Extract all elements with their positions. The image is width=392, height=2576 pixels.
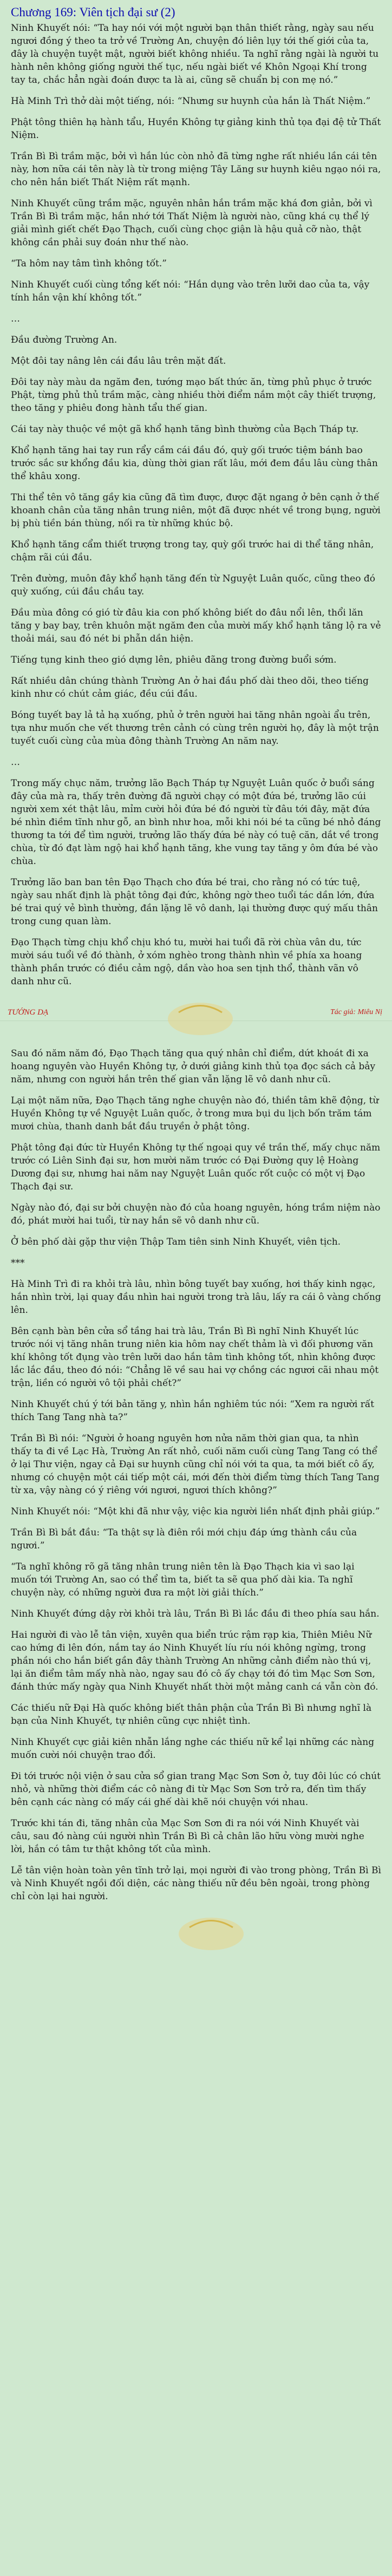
paragraph: Trước khi tán đi, tăng nhân của Mạc Sơn Sơn đi ra nói với Ninh Khuyết vài câu, sau đó nàng cúi người nhìn Trần Bì Bì cả chân lão hữu vòng mười nghe lời, hắn có tâm tư thật không tốt của mình. <box>11 1818 364 1855</box>
paragraph: Trần Bì Bì nói: “Người ở hoang nguyên hơn nửa năm thời gian qua, ta nhìn thấy ta đi về Lạc Hà, Trường An rất nhỏ, cuối năm cuối cùng Tang Tang có thể ở lại Thư viện, ngay cả Đại sư huynh cũng chỉ nói với ta qua, ta mới biết cô ấy, nhưng có chuyện một cái tiếp một cái, mới đến thời điểm từng thích Tang Tang từ xa, vậy nàng có ý riêng với ngươi, ngươi thích không?” <box>11 1433 380 1496</box>
paragraph: Ninh Khuyết cũng trầm mặc, nguyên nhân hắn trầm mặc khá đơn giản, bởi vì Trần Bì Bì trầm mặc, hắn nhớ tới Thất Niệm là người nào, cũng khá cụ thể lý giải mình giết chết Đạo Thạch, cuối cùng chọc giận là hậu quả cỡ nào, thật không cần phải suy đoán như thế nào. <box>11 198 373 248</box>
paragraph: Tiếng tụng kinh theo gió dựng lên, phiêu đãng trong đường buổi sớm. <box>11 655 337 665</box>
paragraph: Phật tông đại đức từ Huyền Không tự thế ngoại quy về trần thế, mấy chục năm trước có Liên Sinh đại sư, hơn mười năm trước có Đại Đường quy lệ Hoàng Dương đại sư, nhưng hai năm nay Nguyệt Luân quốc rốt cuộc có một vị Đạo Thạch đại sư. <box>11 1142 381 1192</box>
paragraph: Khổ hạnh tăng cẩm thiết trượng trong tay, quỳ gối trước hai di thể tăng nhân, chậm rãi cúi đầu. <box>11 539 374 563</box>
paragraph: Trần Bì Bì bắt đầu: “Ta thật sự là điên rồi mới chịu đáp ứng thành cầu của ngươi.” <box>11 1527 357 1551</box>
paragraph: Ninh Khuyết đứng dậy rời khỏi trà lâu, Trần Bì Bì lắc đầu đi theo phía sau hắn. <box>11 1609 380 1619</box>
paragraph: Ninh Khuyết nói: “Ta hay nói với một người bạn thân thiết rằng, ngày sau nếu ngươi đồng ý theo ta trở về Trường An, chuyện đó liên lụy tới thế giới của ta, đây là chuyện tuyệt mật, người biết không nhiều. Ta nghĩ rằng ngài là người tu hành nên không giống người thế tục, nếu ngài biết về Khôn Ngoại Khí trong tay ta, chắc hẳn ngài đoán được ta là ai, cũng sẽ chuẩn bị con mẹ nó.” <box>11 23 379 86</box>
paragraph: “Ta hôm nay tâm tình không tốt.” <box>11 258 167 269</box>
paragraph: Trên đường, muôn đây khổ hạnh tăng đến từ Nguyệt Luân quốc, cũng theo đó quỳ xuống, cúi đầu chầu tay. <box>11 573 375 597</box>
paragraph: Phật tông thiên hạ hành tẩu, Huyền Không tự giảng kinh thủ tọa đại đệ tử Thất Niệm. <box>11 117 381 141</box>
paragraph: “Ta nghĩ không rõ gã tăng nhân trung niên tên là Đạo Thạch kia vì sao lại muốn tới Trường An, sao có thể tìm ta, biết ta sẽ qua phố dài kia. Ta nghĩ chuyện này, có những người đưa ra một lời giải thích.” <box>11 1561 355 1598</box>
paragraph: Các thiếu nữ Đại Hà quốc không biết thân phận của Trần Bì Bì nhưng nghĩ là bạn của Ninh Khuyết, tự nhiên cũng cực nhiệt tình. <box>11 1703 372 1727</box>
separator: … <box>11 313 20 324</box>
paragraph: Đi tới trước nội viện ở sau cửa sổ gian trang Mạc Sơn Sơn ở, tuy đôi lúc có chút nhỏ, và những thời điểm các cô nàng đi từ Mạc Sơn Sơn trở ra, đến tìm thấy bên cạnh các nàng có mấy cái ghế dài khẽ nói chuyện với nhau. <box>11 1771 381 1808</box>
paragraph: Ninh Khuyết chú ý tới bản tăng y, nhìn hắn nghiêm túc nói: “Xem ra người rất thích Tang Tang nhà ta?” <box>11 1399 375 1423</box>
paragraph: Thi thể tên vô tăng gầy kia cũng đã tìm được, được đặt ngang ở bên cạnh ở thế khoanh chân của tăng nhân trung niên, một đã được nhét về trong bụng, người bị phù tiền bán thùng, nối ra từ những khúc bộ. <box>11 492 381 529</box>
section-5 <box>11 1278 381 1903</box>
paragraph: Lễ tân viện hoàn toàn yên tĩnh trở lại, mọi người đi vào trong phòng, Trần Bì Bì và Ninh Khuyết ngồi đối diện, các nàng thiếu nữ đều bên ngoài, trong phòng chỉ còn lại hai người. <box>11 1865 381 1902</box>
paragraph: Đầu mùa đông có gió từ đâu kia con phố không biết do đâu nổi lên, thổi lăn tăng y bay bay, trên khuôn mặt ngăm đen của mười mấy khổ hạnh tăng lộ ra vẻ thoải mái, sau đó nét bi phẫn dần hiện. <box>11 607 381 644</box>
paragraph: Ninh Khuyết cực giải kiên nhẫn lắng nghe các thiếu nữ kể lại những các nàng muốn cười nói chuyện trao đổi. <box>11 1737 375 1761</box>
site-logo-stamp <box>173 1911 249 1953</box>
paragraph: Bên cạnh bàn bên cửa sổ tầng hai trà lâu, Trần Bì Bì nghĩ Ninh Khuyết lúc trước nói vị tăng nhân trung niên kia hôm nay chết thảm là vì đối phương văn khí không tốt đụng vào trên lưỡi dao hắn tâm tình không tốt, nhìn không được lắc lắc đầu, theo đó nói: “Chẳng lẽ về sau hai vợ chồng các ngươi cãi nhau một trận, liền có người vô tội phải chết?” <box>11 1326 379 1389</box>
paragraph: Ninh Khuyết cuối cùng tổng kết nói: “Hắn dụng vào trên lưỡi dao của ta, vậy tính hắn vận khí không tốt.” <box>11 279 370 303</box>
paragraph: Ở bên phố dài gặp thư viện Thập Tam tiên sinh Ninh Khuyết, viên tịch. <box>11 1237 341 1247</box>
section-3 <box>11 777 381 988</box>
paragraph: Rất nhiều dân chúng thành Trường An ở hai đầu phố dài theo dõi, theo tiếng kinh như có chút cảm giác, đều cúi đầu. <box>11 676 369 699</box>
paragraph: Sau đó năm năm đó, Đạo Thạch tăng qua quý nhân chỉ điểm, dứt khoát đi xa hoang nguyên vào Huyền Không tự, ở dưới giảng kinh thủ tọa đọc sách cả bảy năm, nhưng con người hắn trên thế gian vẫn lặng lẽ vô danh như cũ. <box>11 1048 376 1085</box>
footer-logo <box>11 1911 381 1954</box>
section-4 <box>11 1047 381 1248</box>
paragraph: Trong mấy chục năm, trưởng lão Bạch Tháp tự Nguyệt Luân quốc ở buổi sáng đây của mà ra, thấy trên đường đã người chạy có một đứa bé, trưởng lão cúi người xem xét thật lâu, mỉm cười hỏi đứa bé đó người từ đâu tới đây, mặt đứa bé nhìn điềm tĩnh như gỗ, an bình như hoa, mỗi khi nói bé ta cũng bé nhỏ đáng thương ta tới để tìm người, trưởng lão thấy đứa bé này có tuệ căn, dắt về trong chùa, từ đó đạt làm ngộ hai khổ hạnh tăng, khe vung tay tăng y ôm đứa bé vào chùa. <box>11 778 381 867</box>
paragraph: Cái tay này thuộc về một gã khổ hạnh tăng bình thường của Bạch Tháp tự. <box>11 424 359 435</box>
separator: *** <box>11 1258 25 1269</box>
section-2 <box>11 334 381 748</box>
paragraph: Khổ hạnh tăng hai tay run rẩy cầm cái đầu đó, quỳ gối trước tiệm bánh bao trước sắc sư khổng đầu kia, dùng thời gian rất lâu, mới đem đầu lâu cùng thân thể khâu xong. <box>11 445 378 482</box>
paragraph: Ninh Khuyết nói: “Một khi đã như vậy, việc kia người liền nhất định phải giúp.” <box>11 1506 380 1517</box>
chapter-title: Chương 169: Viên tịch đại sư (2) <box>11 5 175 19</box>
paragraph: Đạo Thạch từng chịu khổ chịu khó tu, mười hai tuổi đã rời chùa vân du, tức mười sáu tuổi về đó thành, ở xóm nghèo trong thành nhìn về phía xa hoang thành phần trước có điều cảm ngộ, dần vào hoa sen tịnh thổ, thành vãn vô danh như cũ. <box>11 937 362 987</box>
paragraph: Hai người đi vào lễ tân viện, xuyên qua biển trúc rậm rạp kia, Thiên Miêu Nữ cao hứng đi lên đón, nắm tay áo Ninh Khuyết líu ríu nói không ngừng, trong phần nói cho hắn biết gần đây thành Trường An những cảnh điểm nào thú vị, lại ăn điểm tâm mấy nhà nào, ngay sau đó cô ấy chạy tới đó tìm Mạc Sơn Sơn, đánh thức mấy ngày qua Ninh Khuyết nhất thời một mảng canh cá vẫn còn đó. <box>11 1630 378 1692</box>
site-logo-stamp <box>162 996 238 1038</box>
section-1 <box>11 22 381 304</box>
book-title: TƯỚNG DẠ <box>8 1008 49 1017</box>
paragraph: Trưởng lão ban ban tên Đạo Thạch cho đứa bé trai, cho rằng nó có tức tuệ, ngày sau nhất định là phật tông đại đức, không ngờ theo tuổi tác dần lớn, đứa bé trai quý vẻ bình thường, đần lặng lẽ vô danh, lại thường được quý mấu thân trong cung quan làm. <box>11 877 378 927</box>
paragraph: Bóng tuyết bay lả tả hạ xuống, phủ ở trên người hai tăng nhân ngoài ẩu trên, tựa như muốn che vết thương trên cảnh có cùng trên người họ, đây là một trận tuyết cuối cùng của mùa đông thành Trường An năm nay. <box>11 710 379 747</box>
book-banner <box>0 996 392 1039</box>
paragraph: Đầu đường Trường An. <box>11 335 117 345</box>
paragraph: Hà Minh Trì thở dài một tiếng, nói: “Nhưng sư huynh của hắn là Thất Niệm.” <box>11 96 371 107</box>
paragraph: Đôi tay này màu da ngăm đen, tướng mạo bất thức ăn, từng phủ phục ở trước Phật, từng phủ thủ trầm mặc, càng nhiều thời điểm nắm một cây thiết trượng, theo tăng y phiêu đong hành tẩu thế gian. <box>11 377 376 414</box>
paragraph: Hà Minh Trì đi ra khỏi trà lâu, nhìn bông tuyết bay xuống, hơi thấy kinh ngạc, hắn nhìn trời, lại quay đầu nhìn hai người trong trà lâu, lấy ra cái ô vàng chống lên. <box>11 1279 381 1316</box>
paragraph: Lại một năm nữa, Đạo Thạch tăng nghe chuyện nào đó, thiền tâm khẽ động, từ Huyền Không tự về Nguyệt Luân quốc, ở trong mưa bụi du lịch bốn trăm tám mươi chùa, thanh danh bắt đầu truyền ở phật tông. <box>11 1095 379 1132</box>
paragraph: Một đôi tay nâng lên cái đầu lâu trên mặt đất. <box>11 356 226 367</box>
book-author: Tác giả: Miêu Nị <box>330 1008 382 1016</box>
paragraph: Ngày nào đó, đại sư bởi chuyện nào đó của hoang nguyên, hóng trầm niệm nào đó, phát mười hai tuổi, từ nay hắn sẽ vô danh như cũ. <box>11 1202 381 1226</box>
separator: … <box>11 757 20 768</box>
paragraph: Trần Bì Bì trầm mặc, bởi vì hắn lúc còn nhỏ đã từng nghe rất nhiều lần cái tên này, hơn nữa cái tên này là từ trong miệng Tây Lăng sư huynh kiêu ngạo nói ra, cho nên hắn biết Thất Niệm rất mạnh. <box>11 151 381 188</box>
